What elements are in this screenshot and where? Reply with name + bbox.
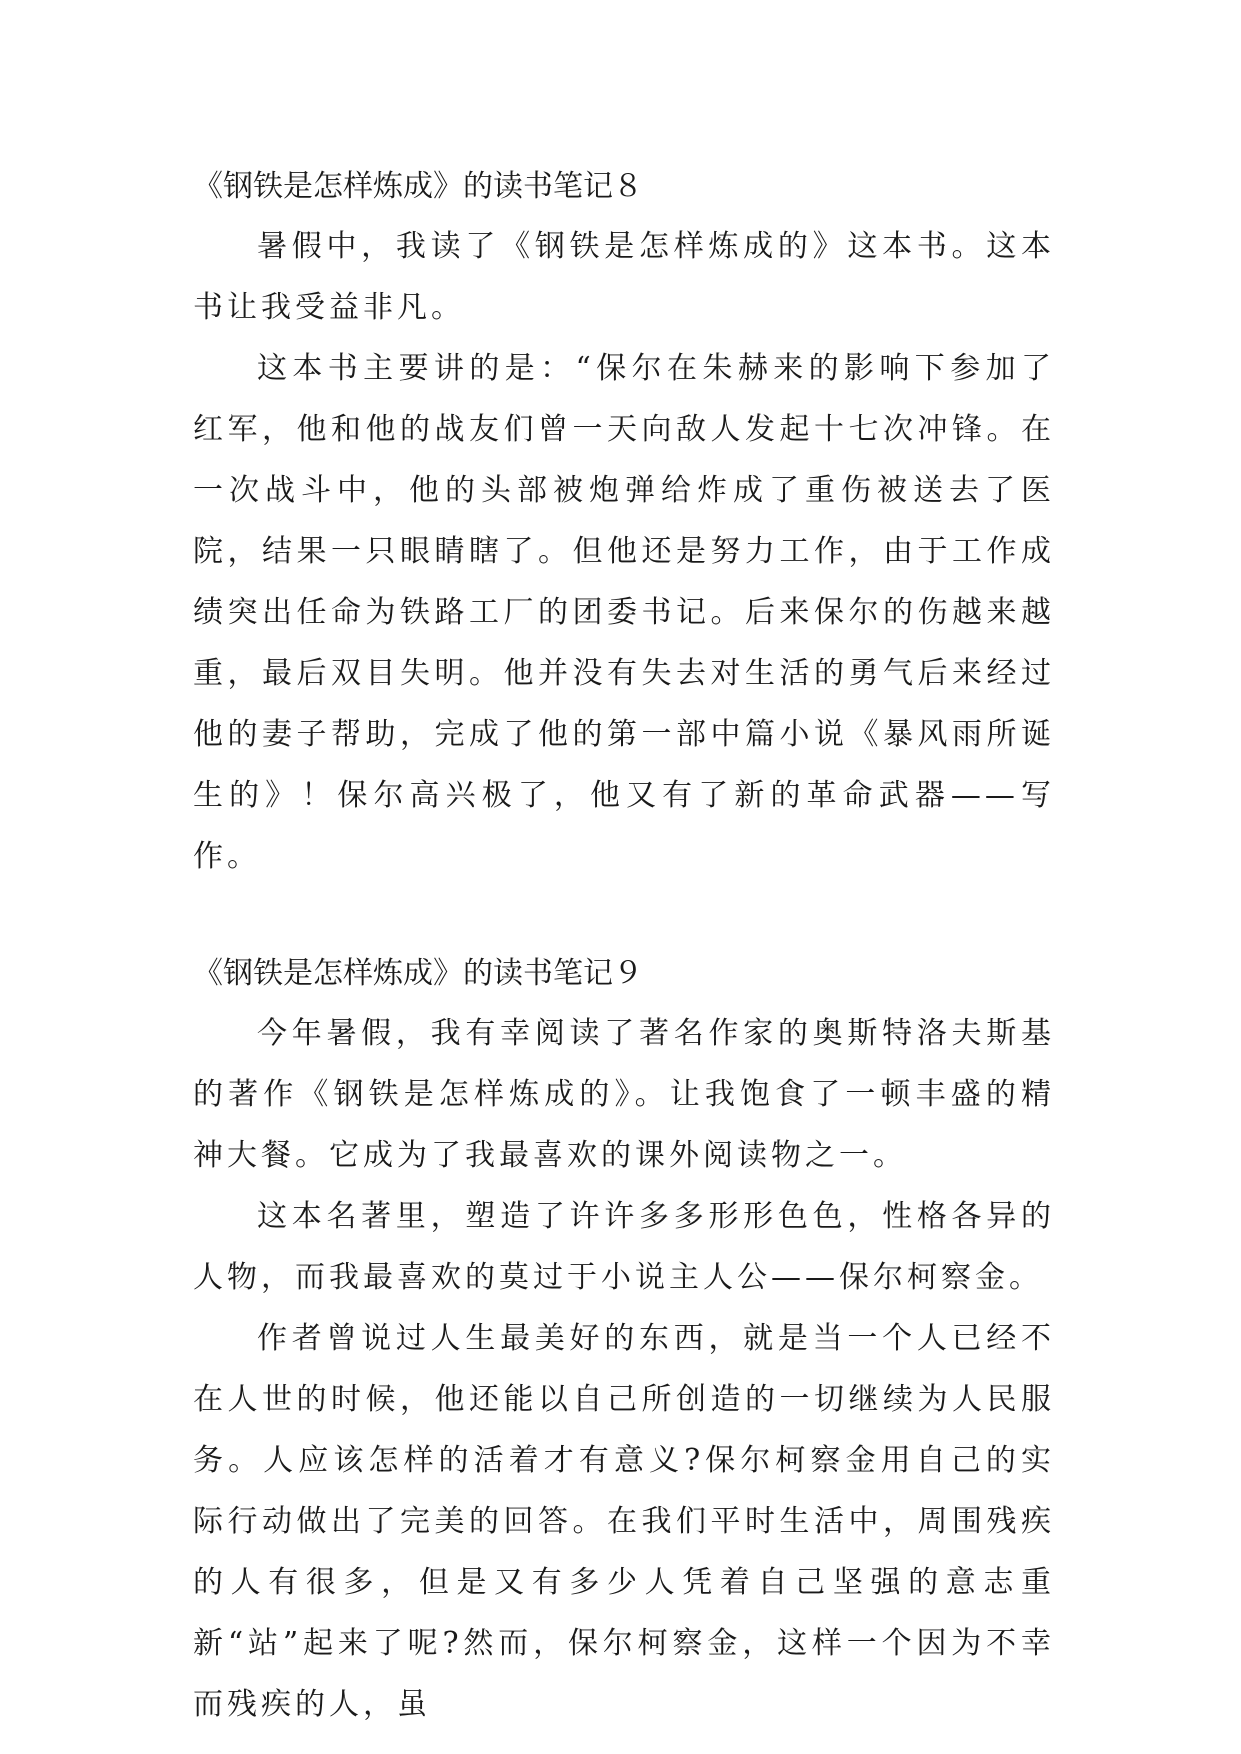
reading-note-8 — [193, 158, 1055, 887]
document-page — [193, 158, 1055, 1735]
paragraph: 作者曾说过人生最美好的东西，就是当一个人已经不在人世的时候，他还能以自己所创造的一切继续为人民服务。人应该怎样的活着才有意义?保尔柯察金用自己的实际行动做出了完美的回答。在我们平时生活中，周围残疾的人有很多，但是又有多少人凭着自己坚强的意志重新“站”起来了呢?然而，保尔柯察金，这样一个因为不幸而残疾的人，虽 — [193, 1321, 1055, 1722]
paragraph: 这本书主要讲的是：“保尔在朱赫来的影响下参加了红军，他和他的战友们曾一天向敌人发起十七次冲锋。在一次战斗中，他的头部被炮弹给炸成了重伤被送去了医院，结果一只眼睛瞎了。但他还是努力工作，由于工作成绩突出任命为铁路工厂的团委书记。后来保尔的伤越来越重，最后双目失明。他并没有失去对生活的勇气后来经过他的妻子帮助，完成了他的第一部中篇小说《暴风雨所诞生的》！保尔高兴极了，他又有了新的革命武器——写作。 — [193, 351, 1055, 874]
paragraph: 这本名著里，塑造了许许多多形形色色，性格各异的人物，而我最喜欢的莫过于小说主人公——保尔柯察金。 — [193, 1199, 1055, 1295]
section-title: 《钢铁是怎样炼成》的读书笔记８ — [193, 169, 643, 204]
paragraph: 暑假中，我读了《钢铁是怎样炼成的》这本书。这本书让我受益非凡。 — [193, 229, 1055, 325]
section-gap — [193, 887, 1055, 945]
reading-note-9 — [193, 945, 1055, 1735]
section-title: 《钢铁是怎样炼成》的读书笔记９ — [193, 956, 643, 991]
paragraph: 今年暑假，我有幸阅读了著名作家的奥斯特洛夫斯基的著作《钢铁是怎样炼成的》。让我饱食了一顿丰盛的精神大餐。它成为了我最喜欢的课外阅读物之一。 — [193, 1016, 1055, 1173]
